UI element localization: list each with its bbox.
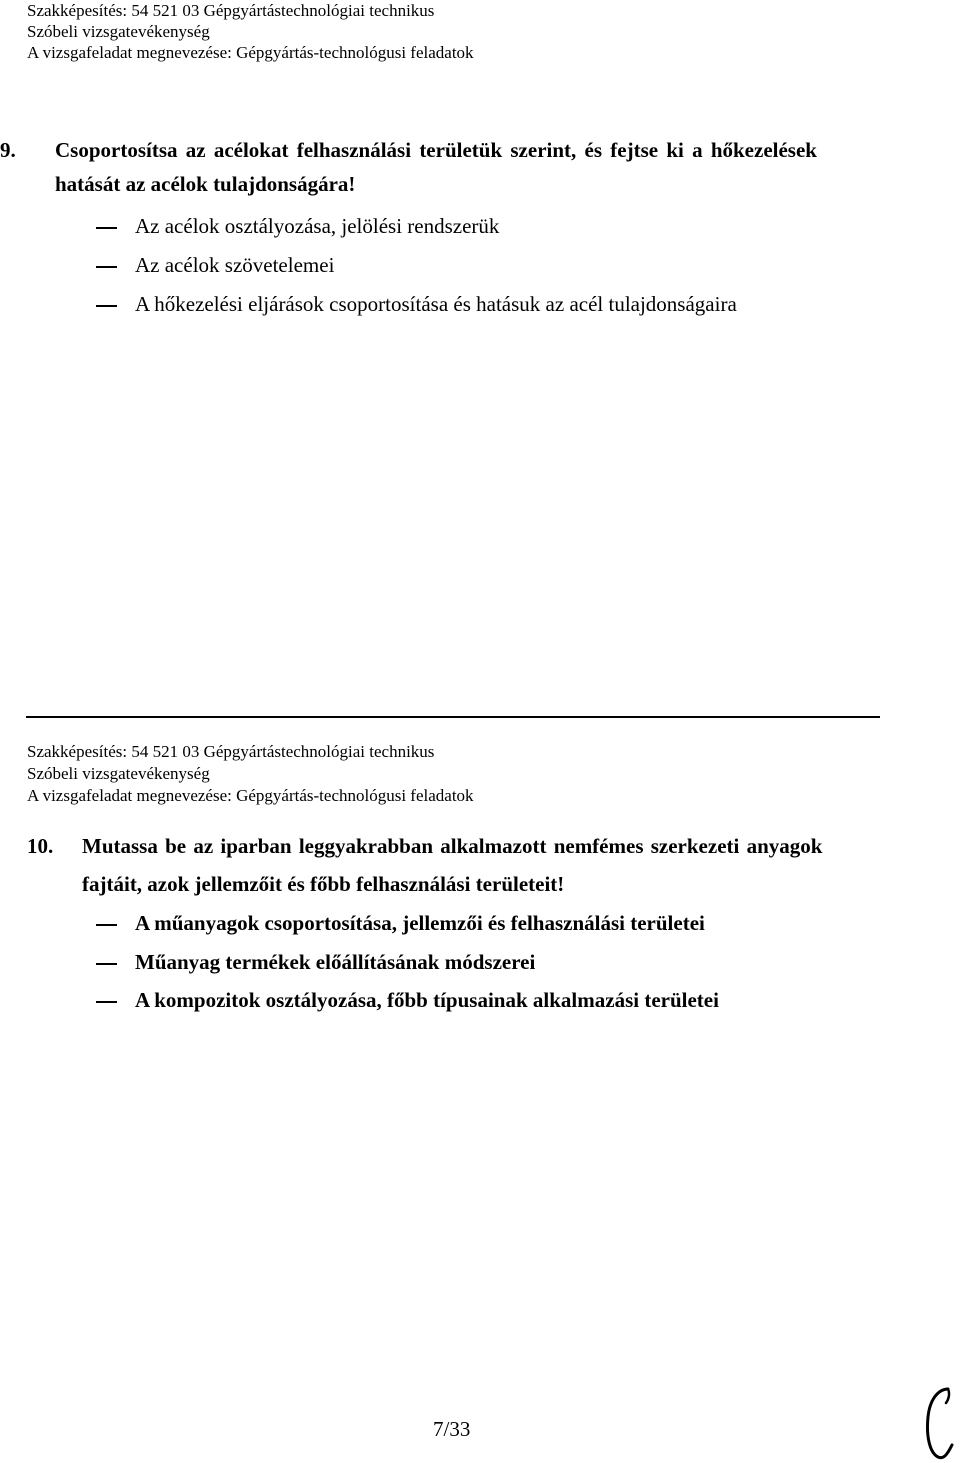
dash-bullet-icon <box>96 924 117 926</box>
question-10-number: 10. <box>27 834 54 858</box>
dash-bullet-icon <box>96 266 117 268</box>
question-9-number: 9. <box>0 138 16 162</box>
question-10-bullet-3: A kompozitok osztályozása, főbb típusainak alkalmazási területei <box>135 988 719 1012</box>
question-9-bullet-3: A hőkezelési eljárások csoportosítása és hatásuk az acél tulajdonságaira <box>135 292 737 316</box>
dash-bullet-icon <box>96 1001 117 1003</box>
corner-mark-icon <box>918 1383 958 1463</box>
dash-bullet-icon <box>96 305 117 307</box>
header-task-name: A vizsgafeladat megnevezése: Gépgyártás-technológusi feladatok <box>27 786 474 805</box>
header-qualification: Szakképesítés: 54 521 03 Gépgyártástechnológiai technikus <box>27 1 435 20</box>
question-9-bullet-1: Az acélok osztályozása, jelölési rendszerük <box>135 214 500 238</box>
page-number: 7/33 <box>433 1417 471 1441</box>
question-10-bullet-2: Műanyag termékek előállításának módszerei <box>135 950 536 974</box>
header-task-name: A vizsgafeladat megnevezése: Gépgyártás-technológusi feladatok <box>27 43 474 62</box>
header-activity: Szóbeli vizsgatevékenység <box>27 764 210 783</box>
question-9-line1: Csoportosítsa az acélokat felhasználási területük szerint, és fejtse ki a hőkezelések <box>55 138 817 162</box>
question-10-line1: Mutassa be az iparban leggyakrabban alkalmazott nemfémes szerkezeti anyagok <box>82 834 823 858</box>
page-divider <box>26 716 880 718</box>
question-10-bullet-1: A műanyagok csoportosítása, jellemzői és felhasználási területei <box>135 911 705 935</box>
dash-bullet-icon <box>96 227 117 229</box>
header-qualification: Szakképesítés: 54 521 03 Gépgyártástechnológiai technikus <box>27 742 435 761</box>
header-activity: Szóbeli vizsgatevékenység <box>27 22 210 41</box>
dash-bullet-icon <box>96 963 117 965</box>
question-9-bullet-2: Az acélok szövetelemei <box>135 253 335 277</box>
question-9-line2: hatását az acélok tulajdonságára! <box>55 172 356 196</box>
question-10-line2: fajtáit, azok jellemzőit és főbb felhasználási területeit! <box>82 872 565 896</box>
